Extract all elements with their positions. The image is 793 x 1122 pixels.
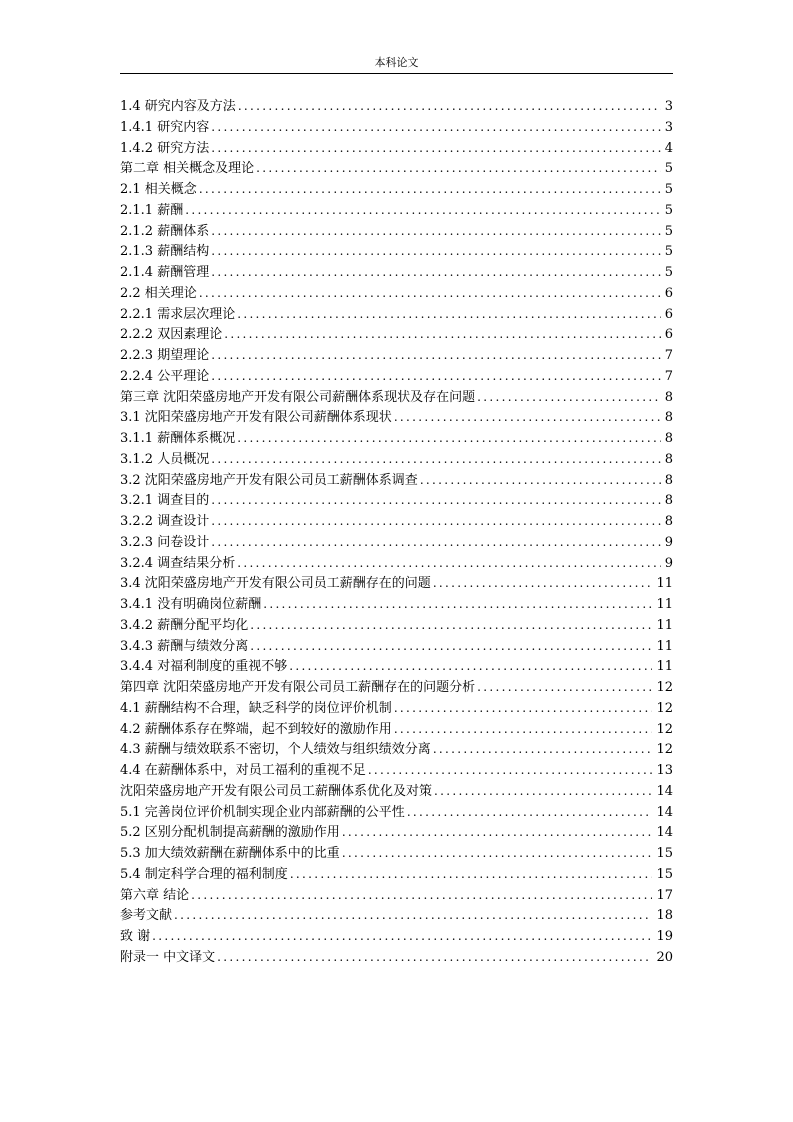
toc-entry[interactable]: [120, 885, 673, 906]
toc-entry[interactable]: [120, 158, 673, 179]
toc-entry-title: 2.2.4 公平理论: [120, 368, 210, 384]
toc-entry-page-number: 8: [664, 472, 673, 488]
toc-entry-title: 3.4.3 薪酬与绩效分离: [120, 638, 249, 654]
toc-entry-title: 3.2.3 问卷设计: [120, 534, 210, 550]
toc-entry-title: 3.4.2 薪酬分配平均化: [120, 617, 249, 633]
toc-dot-leader: [394, 719, 653, 740]
toc-dot-leader: [394, 407, 661, 428]
toc-dot-leader: [394, 698, 653, 719]
toc-entry[interactable]: [120, 241, 673, 262]
toc-entry-page-number: 14: [656, 783, 673, 799]
toc-dot-leader: [174, 905, 652, 926]
toc-dot-leader: [368, 760, 653, 781]
toc-entry-title: 3.4 沈阳荣盛房地产开发有限公司员工薪酬存在的问题: [120, 576, 431, 592]
toc-entry-title: 5.1 完善岗位评价机制实现企业内部薪酬的公平性: [120, 804, 405, 820]
toc-entry-title: 3.4.1 没有明确岗位薪酬: [120, 597, 262, 612]
toc-entry-page-number: 15: [656, 846, 673, 861]
toc-dot-leader: [199, 283, 661, 304]
toc-dot-leader: [211, 262, 661, 283]
toc-entry-page-number: 12: [656, 680, 673, 695]
toc-entry[interactable]: [120, 324, 673, 345]
toc-entry-title: 2.2.1 需求层次理论: [120, 306, 236, 322]
toc-dot-leader: [237, 428, 661, 449]
toc-entry-title: 3.1.1 薪酬体系概况: [120, 431, 236, 446]
toc-dot-leader: [237, 553, 661, 574]
toc-entry[interactable]: [120, 96, 673, 117]
toc-entry-page-number: 5: [664, 161, 673, 177]
toc-entry[interactable]: [120, 802, 673, 823]
toc-entry-title: 沈阳荣盛房地产开发有限公司员工薪酬体系优化及对策: [120, 783, 433, 799]
toc-entry-title: 2.1.3 薪酬结构: [120, 244, 210, 260]
toc-entry[interactable]: [120, 760, 673, 781]
toc-dot-leader: [256, 158, 661, 179]
toc-entry-page-number: 8: [664, 431, 673, 446]
toc-entry-page-number: 5: [664, 182, 673, 197]
toc-entry[interactable]: [120, 573, 673, 594]
toc-dot-leader: [211, 345, 661, 366]
toc-entry-page-number: 6: [664, 306, 673, 322]
toc-entry-page-number: 14: [656, 825, 673, 841]
toc-entry[interactable]: [120, 905, 673, 926]
toc-entry-title: 3.2.2 调查设计: [120, 514, 210, 529]
toc-entry-title: 附录一 中文译文: [120, 949, 216, 965]
toc-entry[interactable]: [120, 843, 673, 864]
toc-entry-title: 5.2 区别分配机制提高薪酬的激励作用: [120, 825, 340, 841]
toc-entry-page-number: 9: [664, 534, 673, 550]
toc-entry[interactable]: [120, 200, 673, 221]
toc-entry-page-number: 12: [656, 742, 673, 758]
toc-entry[interactable]: [120, 221, 673, 242]
toc-dot-leader: [211, 511, 661, 532]
toc-entry-page-number: 15: [656, 866, 673, 882]
toc-entry[interactable]: [120, 490, 673, 511]
toc-dot-leader: [250, 636, 652, 657]
toc-entry-title: 2.1.4 薪酬管理: [120, 265, 210, 280]
toc-entry[interactable]: [120, 822, 673, 843]
toc-dot-leader: [434, 781, 652, 802]
toc-entry-page-number: 4: [664, 140, 673, 156]
toc-entry[interactable]: [120, 511, 673, 532]
toc-entry[interactable]: [120, 594, 673, 615]
toc-dot-leader: [211, 490, 661, 511]
toc-entry-page-number: 8: [664, 514, 673, 529]
toc-entry[interactable]: [120, 449, 673, 470]
toc-entry-page-number: 3: [664, 119, 673, 135]
toc-dot-leader: [289, 656, 652, 677]
toc-entry-page-number: 5: [664, 202, 673, 218]
toc-entry-page-number: 7: [664, 368, 673, 384]
toc-dot-leader: [191, 885, 652, 906]
toc-dot-leader: [211, 138, 661, 159]
toc-entry-page-number: 8: [664, 493, 673, 509]
toc-dot-leader: [211, 241, 661, 262]
toc-entry[interactable]: [120, 407, 673, 428]
toc-dot-leader: [211, 117, 661, 138]
toc-dot-leader: [185, 200, 661, 221]
toc-entry-title: 3.1.2 人员概况: [120, 451, 210, 467]
toc-dot-leader: [237, 304, 661, 325]
toc-dot-leader: [199, 179, 661, 200]
toc-entry-page-number: 9: [664, 555, 673, 571]
toc-entry-title: 1.4 研究内容及方法: [120, 99, 236, 114]
toc-entry[interactable]: [120, 138, 673, 159]
toc-entry[interactable]: [120, 532, 673, 553]
toc-entry-page-number: 11: [656, 576, 673, 592]
toc-entry[interactable]: [120, 719, 673, 740]
page-header: 本科论文: [374, 56, 419, 69]
toc-entry[interactable]: [120, 636, 673, 657]
toc-dot-leader: [477, 387, 661, 408]
toc-entry-title: 4.3 薪酬与绩效联系不密切，个人绩效与组织绩效分离: [120, 742, 431, 758]
toc-entry-title: 2.1.2 薪酬体系: [120, 223, 210, 239]
toc-dot-leader: [420, 470, 661, 491]
toc-entry[interactable]: [120, 656, 673, 677]
toc-entry-title: 3.4.4 对福利制度的重视不够: [120, 659, 288, 675]
toc-entry[interactable]: [120, 698, 673, 719]
toc-entry-title: 4.2 薪酬体系存在弊端，起不到较好的激励作用: [120, 721, 392, 737]
toc-entry-title: 参考文献: [120, 908, 173, 924]
toc-entry-title: 第三章 沈阳荣盛房地产开发有限公司薪酬体系现状及存在问题: [120, 389, 476, 405]
toc-entry[interactable]: [120, 926, 673, 947]
toc-entry[interactable]: [120, 262, 673, 283]
toc-entry-page-number: 17: [656, 887, 673, 903]
toc-entry-page-number: 18: [656, 908, 673, 924]
toc-entry-title: 4.1 薪酬结构不合理，缺乏科学的岗位评价机制: [120, 700, 392, 716]
toc-dot-leader: [342, 822, 653, 843]
toc-entry-title: 2.2.2 双因素理论: [120, 327, 223, 343]
toc-entry-title: 1.4.2 研究方法: [120, 140, 210, 156]
toc-entry-title: 2.1 相关概念: [120, 182, 197, 197]
toc-entry-page-number: 8: [664, 389, 673, 405]
toc-entry-title: 3.2 沈阳荣盛房地产开发有限公司员工薪酬体系调查: [120, 472, 418, 488]
toc-entry[interactable]: [120, 739, 673, 760]
toc-entry-page-number: 3: [664, 99, 673, 114]
toc-entry-page-number: 7: [664, 348, 673, 363]
toc-entry-title: 3.2.1 调查目的: [120, 493, 210, 509]
toc-entry-title: 5.4 制定科学合理的福利制度: [120, 866, 288, 882]
toc-dot-leader: [211, 366, 661, 387]
toc-dot-leader: [342, 843, 653, 864]
toc-entry[interactable]: [120, 387, 673, 408]
toc-entry[interactable]: [120, 283, 673, 304]
toc-entry-title: 致 谢: [120, 929, 151, 944]
toc-entry-title: 1.4.1 研究内容: [120, 119, 210, 135]
toc-entry-page-number: 11: [656, 617, 673, 633]
toc-entry[interactable]: [120, 345, 673, 366]
toc-dot-leader: [217, 947, 652, 968]
toc-entry[interactable]: [120, 428, 673, 449]
toc-dot-leader: [238, 96, 661, 117]
toc-entry[interactable]: [120, 615, 673, 636]
toc-entry-page-number: 11: [656, 638, 673, 654]
toc-entry-title: 2.1.1 薪酬: [120, 202, 184, 218]
toc-entry-page-number: 8: [664, 410, 673, 426]
toc-dot-leader: [224, 324, 661, 345]
toc-entry-page-number: 12: [656, 721, 673, 737]
toc-dot-leader: [211, 532, 661, 553]
toc-entry-title: 第六章 结论: [120, 887, 190, 903]
toc-entry-page-number: 12: [656, 700, 673, 716]
toc-entry-title: 4.4 在薪酬体系中，对员工福利的重视不足: [120, 763, 366, 778]
toc-dot-leader: [250, 615, 652, 636]
toc-dot-leader: [433, 739, 653, 760]
toc-entry-title: 3.1 沈阳荣盛房地产开发有限公司薪酬体系现状: [120, 410, 392, 426]
toc-entry-page-number: 6: [664, 285, 673, 301]
toc-entry-page-number: 19: [656, 929, 673, 944]
toc-dot-leader: [477, 677, 652, 698]
toc-entry[interactable]: [120, 117, 673, 138]
toc-entry-page-number: 11: [656, 597, 673, 612]
toc-entry-title: 5.3 加大绩效薪酬在薪酬体系中的比重: [120, 846, 340, 861]
toc-entry[interactable]: [120, 781, 673, 802]
toc-entry[interactable]: [120, 179, 673, 200]
toc-entry[interactable]: [120, 304, 673, 325]
toc-dot-leader: [152, 926, 652, 947]
toc-dot-leader: [433, 573, 653, 594]
toc-dot-leader: [407, 802, 653, 823]
toc-entry-title: 2.2.3 期望理论: [120, 348, 210, 363]
toc-entry[interactable]: [120, 864, 673, 885]
table-of-contents: [120, 96, 673, 968]
toc-entry-page-number: 5: [664, 265, 673, 280]
toc-entry-title: 2.2 相关理论: [120, 285, 197, 301]
header-divider: [120, 73, 673, 74]
toc-entry[interactable]: [120, 366, 673, 387]
toc-dot-leader: [211, 221, 661, 242]
toc-entry-title: 3.2.4 调查结果分析: [120, 555, 236, 571]
toc-entry[interactable]: [120, 677, 673, 698]
toc-entry-page-number: 5: [664, 244, 673, 260]
toc-entry-page-number: 8: [664, 451, 673, 467]
toc-entry-title: 第二章 相关概念及理论: [120, 161, 255, 177]
toc-entry-page-number: 20: [656, 949, 673, 965]
toc-entry[interactable]: [120, 470, 673, 491]
toc-dot-leader: [211, 449, 661, 470]
toc-entry[interactable]: [120, 947, 673, 968]
toc-entry-page-number: 14: [656, 804, 673, 820]
toc-entry-page-number: 11: [656, 659, 673, 675]
toc-entry-title: 第四章 沈阳荣盛房地产开发有限公司员工薪酬存在的问题分析: [120, 680, 476, 695]
toc-entry-page-number: 6: [664, 327, 673, 343]
toc-entry[interactable]: [120, 553, 673, 574]
toc-dot-leader: [263, 594, 652, 615]
toc-entry-page-number: 5: [664, 223, 673, 239]
toc-entry-page-number: 13: [656, 763, 673, 778]
toc-dot-leader: [290, 864, 653, 885]
